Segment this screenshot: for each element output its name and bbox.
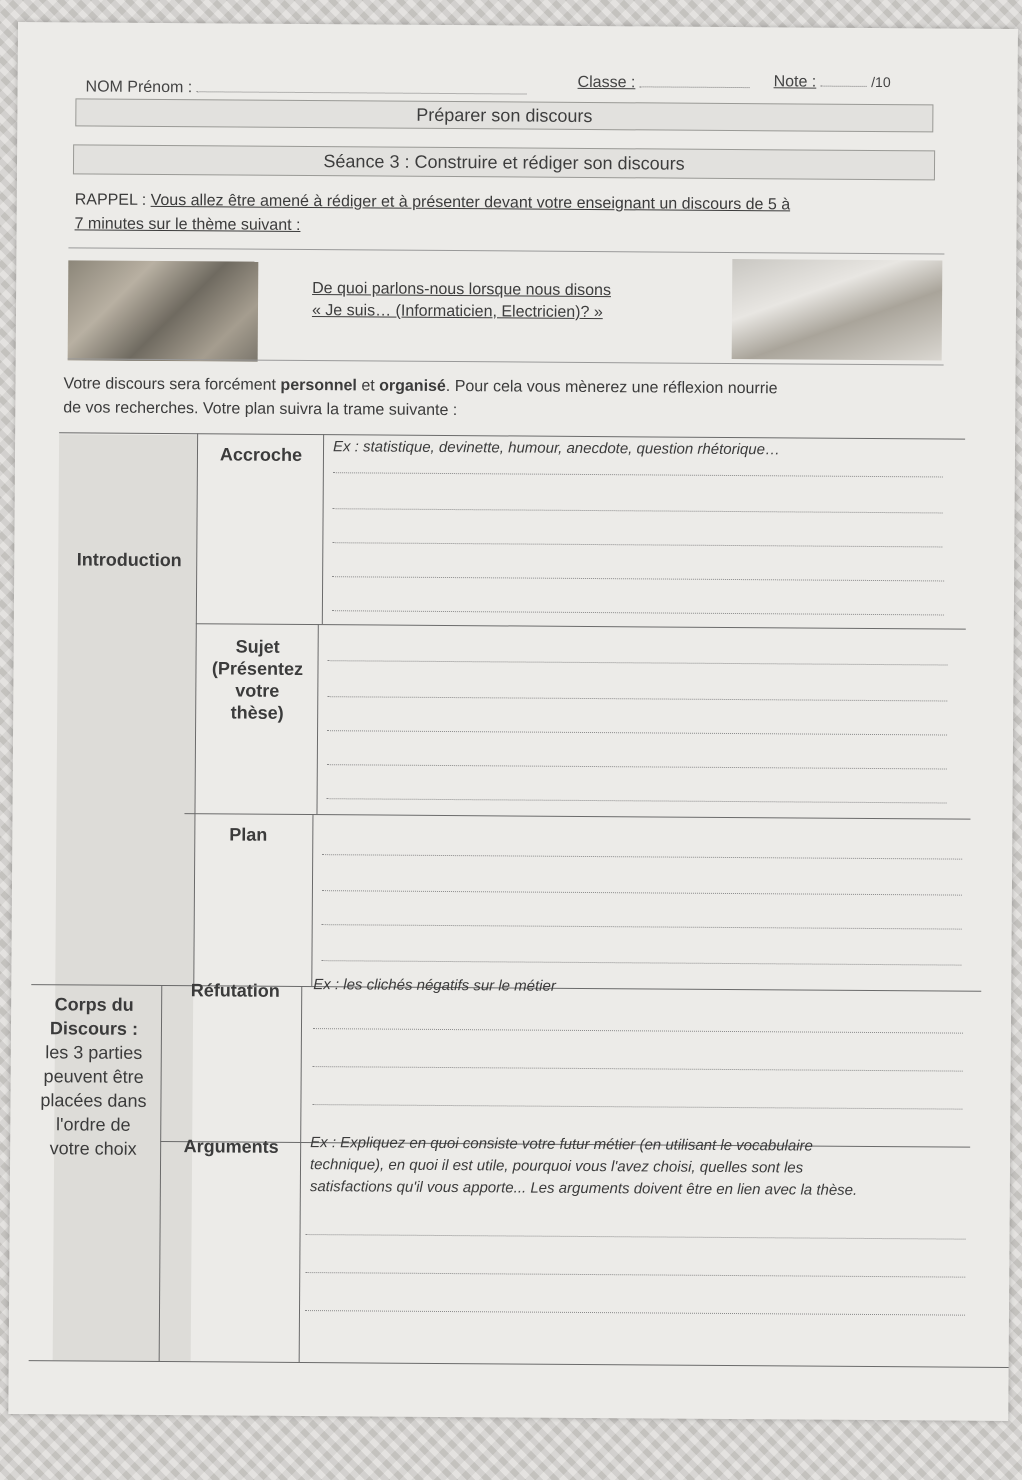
row-divider-plan bbox=[184, 813, 970, 819]
refutation-line-3[interactable] bbox=[312, 1104, 962, 1110]
title-band bbox=[75, 98, 933, 132]
seance-band bbox=[73, 144, 935, 180]
corps-label bbox=[24, 992, 163, 1161]
instr-bold-personnel: personnel bbox=[280, 376, 357, 395]
note-label: Note : bbox=[773, 73, 817, 91]
instr-text-e: . Pour cela vous mènerez une réflexion nourrie bbox=[445, 377, 778, 398]
left-column-shade bbox=[53, 434, 197, 1361]
accroche-label: Accroche bbox=[219, 444, 303, 465]
refutation-example: Ex : les clichés négatifs sur le métier bbox=[313, 976, 556, 995]
sujet-label bbox=[199, 635, 316, 724]
classe-row bbox=[578, 74, 750, 93]
introduction-label: Introduction bbox=[76, 549, 182, 571]
accroche-line-3[interactable] bbox=[332, 542, 942, 547]
nom-prenom-row bbox=[85, 78, 526, 99]
sujet-line-2[interactable] bbox=[327, 696, 947, 701]
sujet-line-1[interactable] bbox=[328, 660, 948, 665]
rappel-block bbox=[75, 188, 945, 242]
worksheet-page bbox=[8, 22, 1018, 1421]
arguments-line-2[interactable] bbox=[305, 1272, 965, 1278]
accroche-example: Ex : statistique, devinette, humour, anecdote, question rhétorique… bbox=[332, 438, 781, 459]
theme-line2: « Je suis… (Informaticien, Electricien)? » bbox=[311, 302, 603, 322]
accroche-line-5[interactable] bbox=[332, 610, 944, 615]
col2-divider-a bbox=[322, 434, 324, 624]
note-row bbox=[774, 73, 891, 92]
corps-line7: votre choix bbox=[49, 1138, 137, 1159]
sujet-label-line1: Sujet bbox=[235, 636, 280, 657]
sujet-label-line4: thèse) bbox=[230, 702, 284, 723]
plan-line-1[interactable] bbox=[322, 854, 962, 859]
rappel-line2: 7 minutes sur le thème suivant : bbox=[74, 215, 301, 234]
plan-label: Plan bbox=[229, 824, 268, 845]
instr-text-a: Votre discours sera forcément bbox=[63, 375, 281, 394]
instructions-paragraph bbox=[63, 372, 963, 426]
col2-divider-b bbox=[316, 624, 318, 814]
corps-line4: peuvent être bbox=[43, 1066, 144, 1087]
nom-prenom-field[interactable] bbox=[197, 91, 527, 94]
arguments-label: Arguments bbox=[183, 1136, 279, 1157]
classe-label: Classe : bbox=[577, 73, 636, 92]
note-max: /10 bbox=[871, 73, 891, 91]
seance-title: Séance 3 : Construire et rédiger son discours bbox=[323, 151, 685, 174]
sujet-label-line3: votre bbox=[235, 680, 280, 701]
accroche-line-2[interactable] bbox=[333, 508, 943, 513]
arguments-example-line1: Ex : Expliquez en quoi consiste votre futur métier (en utilisant le vocabulaire bbox=[310, 1134, 813, 1155]
blueprint-photo-image bbox=[732, 259, 943, 360]
row-divider-sujet bbox=[196, 623, 966, 629]
arguments-line-3[interactable] bbox=[305, 1310, 965, 1316]
col2-divider-c bbox=[311, 814, 313, 986]
arguments-example bbox=[310, 1132, 990, 1203]
classe-field[interactable] bbox=[640, 86, 750, 88]
accroche-line-4[interactable] bbox=[332, 576, 944, 581]
plan-line-4[interactable] bbox=[321, 960, 961, 965]
corps-line5: placées dans bbox=[40, 1090, 147, 1111]
col2-divider-d bbox=[299, 986, 303, 1362]
rappel-prefix: RAPPEL : bbox=[74, 191, 151, 209]
arguments-example-line2: technique), en quoi il est utile, pourquoi vous l'avez choisi, quelles sont les bbox=[309, 1156, 804, 1177]
accroche-line-1[interactable] bbox=[333, 472, 943, 477]
instr-bold-organise: organisé bbox=[379, 377, 446, 395]
plan-line-2[interactable] bbox=[322, 890, 962, 895]
theme-question bbox=[312, 278, 611, 324]
theme-line1: De quoi parlons-nous lorsque nous disons bbox=[312, 280, 612, 300]
corps-line1: Corps du bbox=[54, 994, 134, 1015]
refutation-line-1[interactable] bbox=[313, 1028, 963, 1034]
instr-line2: de vos recherches. Votre plan suivra la trame suivante : bbox=[63, 399, 458, 420]
rappel-line1: Vous allez être amené à rédiger et à présenter devant votre enseignant un discours de 5 à bbox=[150, 191, 791, 214]
note-field[interactable] bbox=[821, 86, 867, 87]
arguments-example-line3: satisfactions qu'il vous apporte... Les arguments doivent être en lien avec la thèse. bbox=[309, 1178, 858, 1199]
refutation-label: Réfutation bbox=[190, 980, 280, 1001]
arguments-line-1[interactable] bbox=[306, 1234, 966, 1240]
corps-line2: Discours : bbox=[49, 1018, 139, 1039]
sujet-line-4[interactable] bbox=[327, 764, 947, 769]
instr-text-c: et bbox=[356, 377, 380, 395]
nom-prenom-label: NOM Prénom : bbox=[85, 78, 193, 97]
corps-line3: les 3 parties bbox=[45, 1042, 143, 1063]
table-bottom-border bbox=[29, 1360, 1009, 1368]
corps-line6: l'ordre de bbox=[55, 1114, 131, 1135]
sujet-line-3[interactable] bbox=[327, 730, 947, 735]
refutation-line-2[interactable] bbox=[313, 1066, 963, 1072]
worker-photo-image bbox=[68, 260, 259, 361]
plan-line-3[interactable] bbox=[322, 924, 962, 929]
sujet-line-5[interactable] bbox=[327, 798, 947, 803]
theme-top-rule bbox=[68, 247, 944, 254]
page-title: Préparer son discours bbox=[416, 104, 593, 127]
sujet-label-line2: (Présentez bbox=[211, 658, 304, 680]
